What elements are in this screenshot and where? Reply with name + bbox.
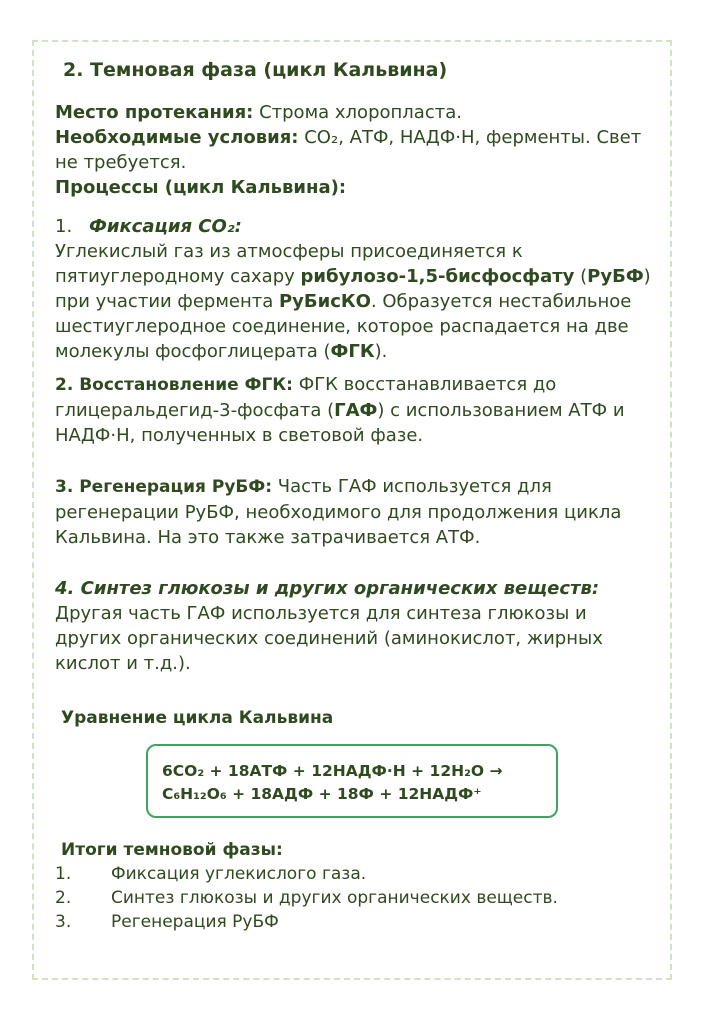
conditions-paragraph [55, 125, 655, 175]
step2-text-part: ) с использованием АТФ и НАДФ·Н, полученных в световой фазе. [55, 400, 625, 446]
location-label: Место протекания: [55, 102, 254, 123]
step3-text-part: Часть ГАФ используется для регенерации РуБФ, необходимого для продолжения цикла Кальвина. На это также затрачивается АТФ. [55, 476, 622, 548]
results-section [55, 838, 655, 934]
list-item [55, 910, 655, 934]
step2-paragraph [55, 372, 655, 448]
list-item-text: Синтез глюкозы и других органических веществ. [111, 888, 558, 908]
section-title: 2. Темновая фаза (цикл Кальвина) [63, 59, 448, 81]
results-title: Итоги темновой фазы: [61, 840, 283, 860]
equation-line-2: C₆H₁₂O₆ + 18АДФ + 18Ф + 12НАДФ⁺ [162, 785, 482, 803]
step1-text-part: ) при участии фермента [55, 266, 651, 312]
step1-term-rubf-full: рибулозо-1,5-бисфосфату [300, 266, 575, 287]
list-item-text: Фиксация углекислого газа. [111, 864, 367, 884]
step3-paragraph [55, 474, 655, 550]
results-list [55, 862, 655, 934]
step1-number: 1. [55, 216, 73, 237]
list-item-number: 2. [55, 888, 72, 908]
equation-box [146, 744, 558, 818]
equation-line-1: 6CO₂ + 18АТФ + 12НАДФ·Н + 12H₂O → [162, 762, 503, 780]
list-item [55, 862, 655, 886]
step1-text-part: Углекислый газ из атмосферы присоединяется к пятиуглеродному сахару [55, 241, 523, 287]
conditions-label: Необходимые условия: [55, 127, 299, 148]
step1-heading [55, 214, 655, 239]
processes-header: Процессы (цикл Кальвина): [55, 177, 347, 198]
step2-term-gaf: ГАФ [334, 400, 378, 421]
step2-title: 2. Восстановление ФГК: [55, 375, 293, 395]
conditions-value: CO₂, АТФ, НАДФ·Н, ферменты. Свет не требуется. [55, 127, 642, 173]
list-item [55, 886, 655, 910]
step2-text-part: ФГК восстанавливается до глицеральдегид-3-фосфата ( [55, 374, 557, 421]
step1-title: Фиксация CO₂: [89, 216, 242, 237]
step3-title: 3. Регенерация РуБФ: [55, 477, 273, 497]
list-item-text: Регенерация РуБФ [111, 912, 279, 932]
step4-paragraph [55, 576, 655, 676]
list-item-number: 3. [55, 912, 72, 932]
step4-text: Другая часть ГАФ используется для синтеза глюкозы и других органических соединений (аминокислот, жирных кислот и т.д.). [55, 603, 603, 674]
main-content [55, 58, 655, 728]
equation-title: Уравнение цикла Кальвина [61, 708, 334, 728]
list-item-number: 1. [55, 864, 72, 884]
location-paragraph [55, 100, 655, 125]
step4-title: 4. Синтез глюкозы и других органических веществ: [55, 578, 600, 599]
step1-term-rubf: РуБФ [587, 266, 644, 287]
step1-text-part: ). [374, 341, 388, 362]
location-value: Строма хлоропласта. [253, 102, 462, 123]
step1-text-part: . Образуется нестабильное шестиуглеродное соединение, которое распадается на две молекулы фосфоглицерата ( [55, 291, 632, 362]
step1-term-rubisco: РуБисКО [278, 291, 371, 312]
step1-text-part: ( [574, 266, 588, 287]
step1-text [55, 239, 655, 364]
step1-term-fgk: ФГК [330, 341, 375, 362]
